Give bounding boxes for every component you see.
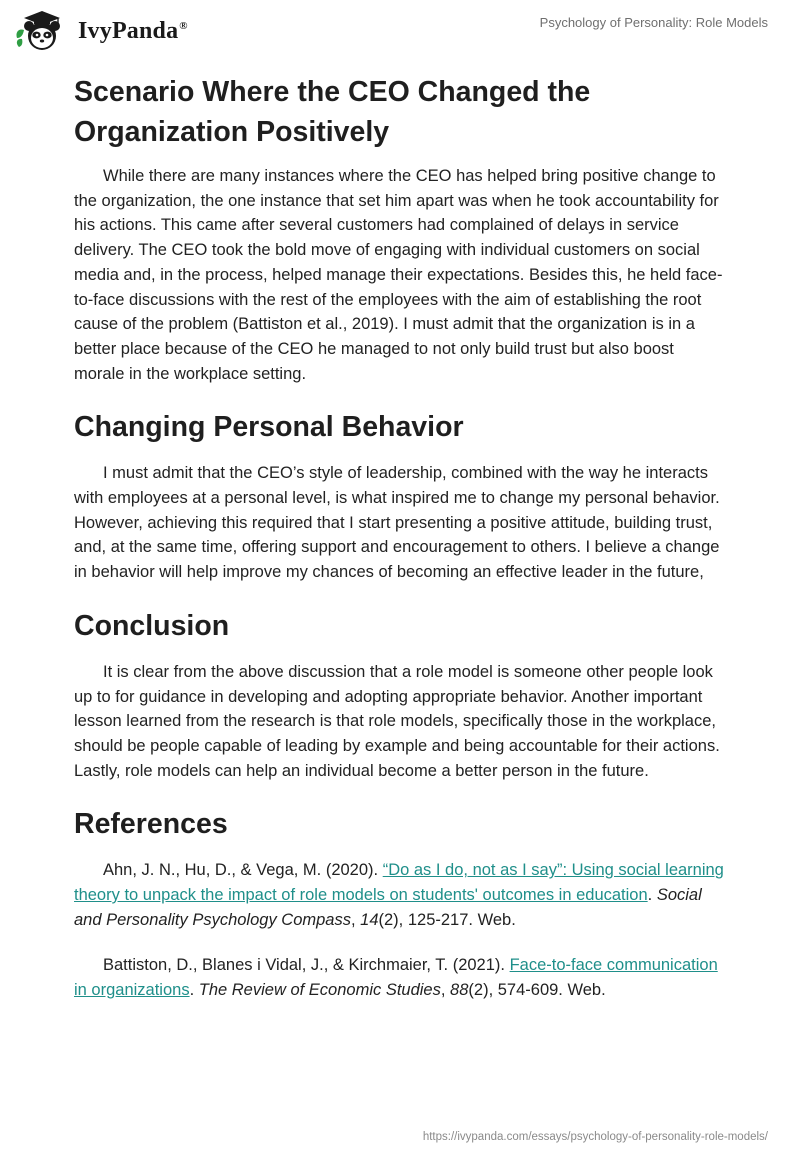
- section-paragraph-ceo-scenario: While there are many instances where the CEO has helped bring positive change to the organization, the one instance that set him apart was when he took accountability for his actions. This came after several customers had complained of delays in service delivery. The CEO took the bold move of engaging with individual customers on social media and, in the process, helped manage their expectations. Besides this, he held face-to-face discussions with the rest of the employees with the aim of establishing the root cause of the problem (Battiston et al., 2019). I must admit that the organization is in a better place because of the CEO he managed to not only build trust but also boost morale in the workplace setting.: [74, 167, 723, 383]
- page-header: [0, 0, 800, 60]
- source-url[interactable]: https://ivypanda.com/essays/psychology-of-personality-role-models/: [422, 1131, 768, 1143]
- reference-pages: (2), 574-609. Web.: [468, 981, 606, 1000]
- logo-wordmark: IvyPanda®: [78, 17, 188, 44]
- reference-authors: Battiston, D., Blanes i Vidal, J., & Kirchmaier, T. (2021).: [103, 956, 510, 975]
- section-heading-changing-behavior: Changing Personal Behavior: [74, 411, 464, 444]
- reference-pages: (2), 125-217. Web.: [378, 910, 516, 929]
- reference-punctuation: ,: [440, 981, 451, 1000]
- section-heading-conclusion: Conclusion: [74, 609, 230, 642]
- section-paragraph-conclusion: It is clear from the above discussion that a role model is someone other people look up to for guidance in developing and adopting appropriate behavior. Another important lesson learned from the research is that role models, specifically those in the workplace, should be people capable of leading by example and being accountable for their actions. Lastly, role models can help an individual become a better person in the future.: [74, 662, 720, 780]
- document-running-title: Psychology of Personality: Role Models: [539, 15, 768, 30]
- panda-graduate-icon: [14, 8, 70, 54]
- section-heading-ceo-scenario: Scenario Where the CEO Changed the Organization Positively: [74, 76, 591, 148]
- reference-authors: Ahn, J. N., Hu, D., & Vega, M. (2020).: [103, 861, 383, 880]
- reference-item: [74, 953, 726, 1002]
- reference-volume: 88: [450, 981, 469, 1000]
- reference-journal: The Review of Economic Studies: [198, 981, 441, 1000]
- ivypanda-logo[interactable]: [14, 8, 188, 54]
- reference-punctuation: .: [189, 981, 199, 1000]
- reference-punctuation: .: [647, 886, 657, 905]
- references-heading: References: [74, 808, 228, 841]
- essay-content: [74, 70, 726, 1024]
- reference-punctuation: ,: [350, 910, 361, 929]
- section-paragraph-changing-behavior: I must admit that the CEO’s style of leadership, combined with the way he interacts with employees at a personal level, is what inspired me to change my personal behavior. However, achieving this required that I start presenting a positive attitude, building trust, and, at the same time, offering support and encouragement to others. I believe a change in behavior will help improve my chances of becoming an effective leader in the future,: [74, 464, 720, 582]
- reference-title-link[interactable]: Face-to-face communication in organizations: [74, 956, 718, 1000]
- reference-journal: Social and Personality Psychology Compass: [74, 886, 702, 929]
- reference-title-link[interactable]: “Do as I do, not as I say”: Using social learning theory to unpack the impact of role models on students' outcomes in education: [74, 861, 724, 905]
- reference-item: [74, 858, 726, 932]
- reference-volume: 14: [360, 910, 379, 929]
